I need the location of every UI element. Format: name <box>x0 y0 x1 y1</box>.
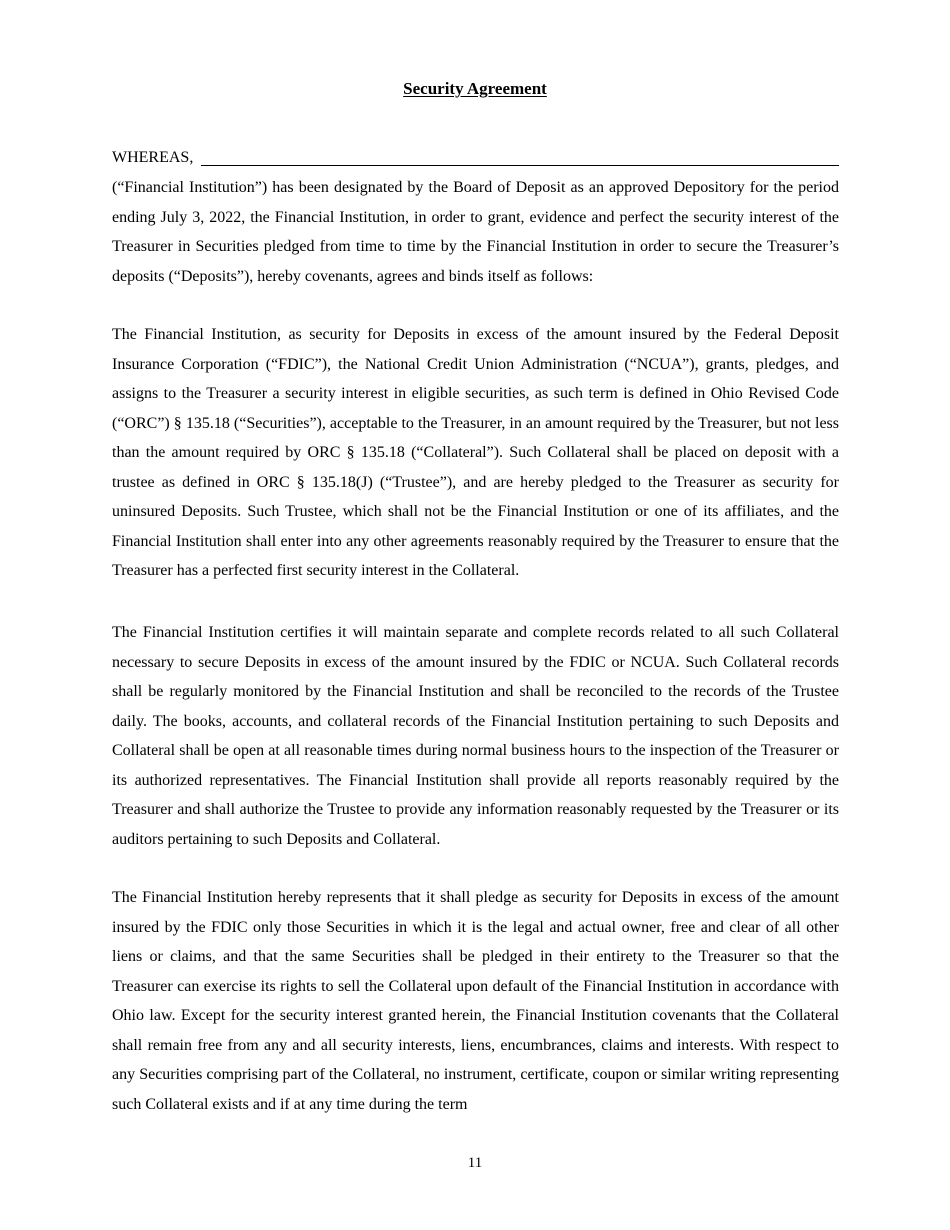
paragraph-records: The Financial Institution certifies it will maintain separate and complete records related to all such Collateral necessary to secure Deposits in excess of the amount insured by the FDIC or NCUA. Such Collateral records shall be regularly monitored by the Financial Institution and shall be reconciled to the records of the Trustee daily. The books, accounts, and collateral records of the Financial Institution pertaining to such Deposits and Collateral shall be open at all reasonable times during normal business hours to the inspection of the Treasurer or its authorized representatives. The Financial Institution shall provide all reports reasonably required by the Treasurer and shall authorize the Trustee to provide any information reasonably requested by the Treasurer or its auditors pertaining to such Deposits and Collateral. <box>112 624 839 848</box>
paragraph-security-interest: The Financial Institution, as security for Deposits in excess of the amount insured by the Federal Deposit Insurance Corporation (“FDIC”), the National Credit Union Administration (“NCUA”), grants, pledges, and assigns to the Treasurer a security interest in eligible securities, as such term is defined in Ohio Revised Code (“ORC”) § 135.18 (“Securities”), acceptable to the Treasurer, in an amount required by the Treasurer, but not less than the amount required by ORC § 135.18 (“Collateral”). Such Collateral shall be placed on deposit with a trustee as defined in ORC § 135.18(J) (“Trustee”), and are hereby pledged to the Treasurer as security for uninsured Deposits. Such Trustee, which shall not be the Financial Institution or one of its affiliates, and the Financial Institution shall enter into any other agreements reasonably required by the Treasurer to ensure that the Treasurer has a perfected first security interest in the Collateral. <box>112 326 839 579</box>
whereas-line <box>112 147 839 169</box>
document-title: Security Agreement <box>403 79 547 98</box>
whereas-label: WHEREAS, <box>112 149 194 166</box>
paragraph-representations: The Financial Institution hereby represents that it shall pledge as security for Deposits in excess of the amount insured by the FDIC only those Securities in which it is the legal and actual owner, free and clear of all other liens or claims, and that the same Securities shall be pledged in their entirety to the Treasurer so that the Treasurer can exercise its rights to sell the Collateral upon default of the Financial Institution in accordance with Ohio law. Except for the security interest granted herein, the Financial Institution covenants that the Collateral shall remain free from any and all security interests, liens, encumbrances, claims and interests. With respect to any Securities comprising part of the Collateral, no instrument, certificate, coupon or similar writing representing such Collateral exists and if at any time during the term <box>112 889 839 1113</box>
page-number: 11 <box>467 1155 483 1171</box>
paragraph-designation: (“Financial Institution”) has been designated by the Board of Deposit as an approved Depository for the period ending July 3, 2022, the Financial Institution, in order to grant, evidence and perfect the security interest of the Treasurer in Securities pledged from time to time by the Financial Institution in order to secure the Treasurer’s deposits (“Deposits”), hereby covenants, agrees and binds itself as follows: <box>112 179 839 285</box>
institution-name-blank <box>201 149 839 166</box>
